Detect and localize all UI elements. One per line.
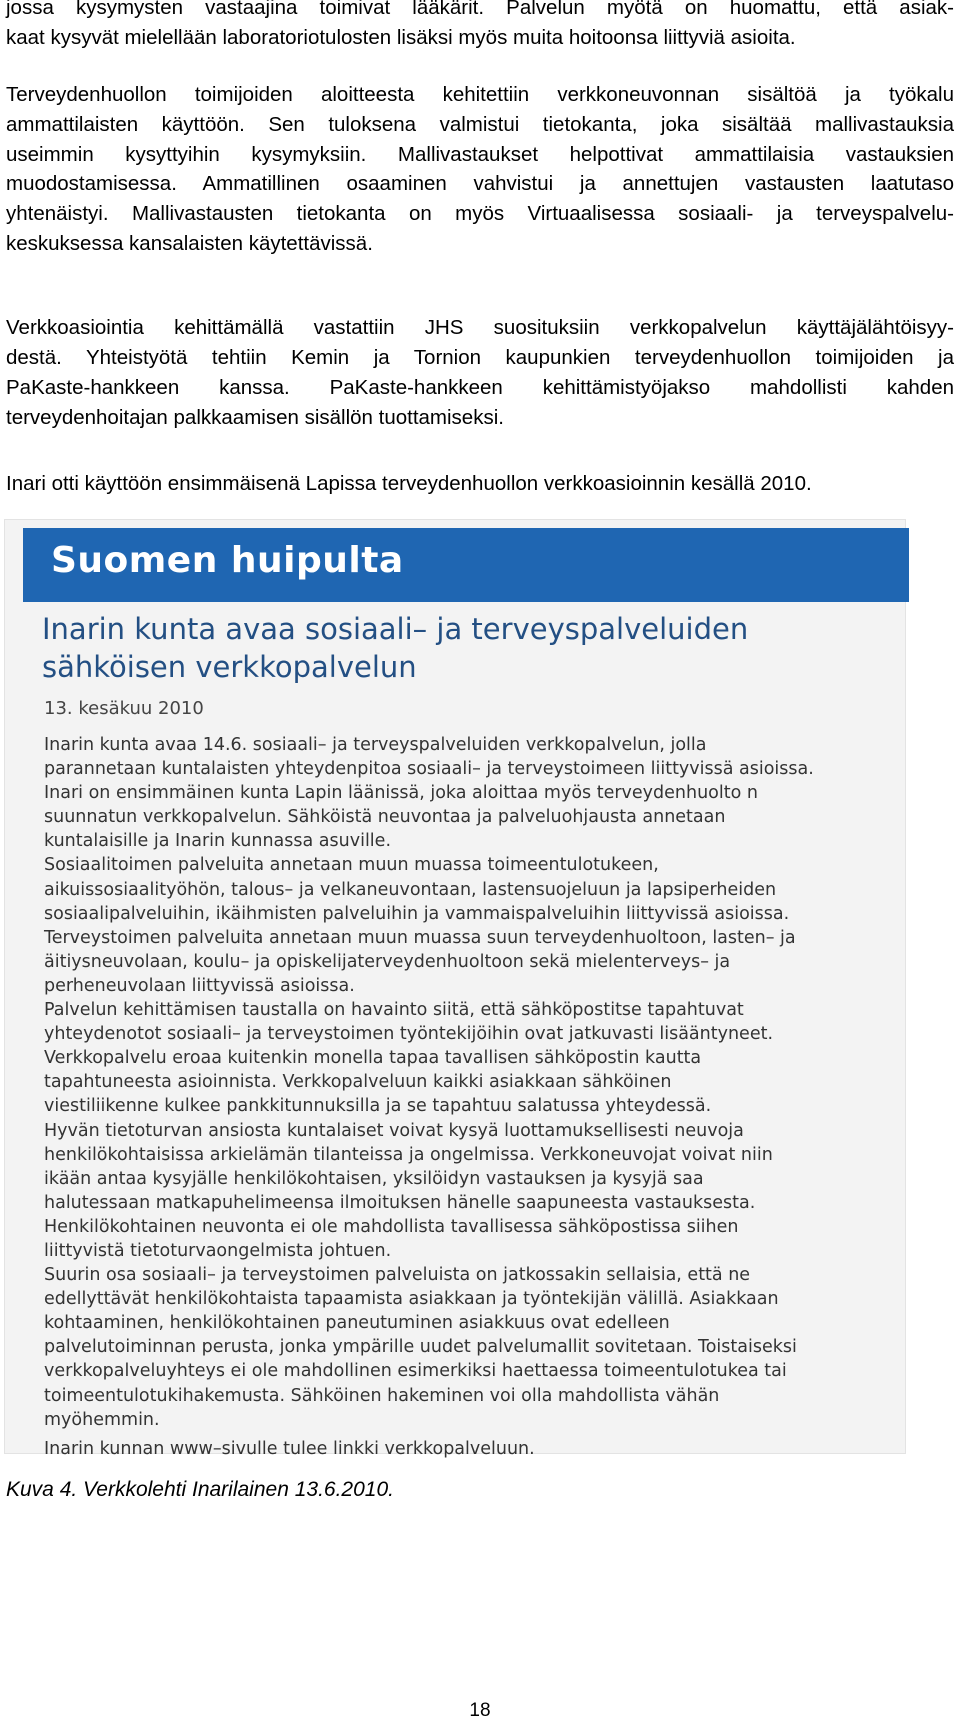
body-line: edellyttävät henkilökohtaista tapaamista asiakkaan ja työntekijän välillä. Asiakkaan bbox=[44, 1289, 779, 1310]
text-line: jossa kysymysten vastaajina toimivat lääkärit. Palvelun myötä on huomattu, että asiak- bbox=[6, 0, 954, 19]
body-line: sosiaalipalveluihin, ikäihmisten palveluihin ja vammaispalveluihin liittyvissä asioissa. bbox=[44, 903, 790, 924]
newspaper-screenshot bbox=[4, 519, 906, 1459]
text-line: keskuksessa kansalaisten käytettävissä. bbox=[6, 231, 373, 255]
paragraph-2 bbox=[6, 80, 954, 259]
paragraph-4: Inari otti käyttöön ensimmäisenä Lapissa terveydenhuollon verkkoasioinnin kesällä 2010. bbox=[6, 472, 812, 495]
body-line: Terveystoimen palveluita annetaan muun muassa suun terveydenhuoltoon, lasten– ja bbox=[44, 927, 796, 948]
body-line: Sosiaalitoimen palveluita annetaan muun muassa toimeentulotukeen, bbox=[44, 855, 659, 876]
article-date: 13. kesäkuu 2010 bbox=[44, 698, 204, 719]
body-line: Henkilökohtainen neuvonta ei ole mahdollista tavallisessa sähköpostissa siihen bbox=[44, 1216, 739, 1237]
body-line: henkilökohtaisissa arkielämän tilanteissa ja ongelmissa. Verkkoneuvojat voivat niin bbox=[44, 1144, 773, 1165]
text-line: muodostamisessa. Ammatillinen osaaminen vahvistui ja annettujen vastausten laatutaso bbox=[6, 172, 954, 196]
figure-caption: Kuva 4. Verkkolehti Inarilainen 13.6.2010. bbox=[6, 1478, 394, 1501]
text-line: destä. Yhteistyötä tehtiin Kemin ja Tornion kaupunkien terveydenhuollon toimijoiden ja bbox=[6, 346, 954, 369]
body-line: viestiliikenne kulkee pankkitunnuksilla ja se tapahtuu salatussa yhteydessä. bbox=[44, 1096, 712, 1117]
body-line: toimeentulotukihakemusta. Sähköinen hakeminen voi olla mahdollista vähän bbox=[44, 1385, 720, 1406]
body-line: Palvelun kehittämisen taustalla on havainto siitä, että sähköpostitse tapahtuvat bbox=[44, 1000, 744, 1021]
page-number: 18 bbox=[469, 1700, 491, 1721]
body-line: liittyvistä tietoturvaongelmista johtuen. bbox=[44, 1240, 392, 1261]
body-line: parannetaan kuntalaisten yhteydenpitoa sosiaali– ja terveystoimeen liittyvissä asioissa. bbox=[44, 759, 814, 780]
body-line: kuntalaisille ja Inarin kunnassa asuville. bbox=[44, 831, 392, 852]
body-line: yhteydenotot sosiaali– ja terveystoimen työntekijöihin ovat jatkuvasti lisääntyneet. bbox=[44, 1024, 774, 1045]
body-line: perheneuvolaan liittyvissä asioissa. bbox=[44, 975, 355, 996]
body-line: Verkkopalvelu eroaa kuitenkin monella tapaa tavallisen sähköpostin kautta bbox=[44, 1048, 702, 1069]
article-body bbox=[44, 733, 904, 1461]
body-line: Inarin kunnan www–sivulle tulee linkki verkkopalveluun. bbox=[44, 1438, 535, 1459]
body-line: tapahtuneesta asioinnista. Verkkopalveluun kaikki asiakkaan sähköinen bbox=[44, 1072, 672, 1093]
body-line: Suurin osa sosiaali– ja terveystoimen palveluista on jatkossakin sellaisia, että ne bbox=[44, 1265, 751, 1286]
body-line: halutessaan matkapuhelimeensa ilmoituksen hänelle saapuneesta vastauksesta. bbox=[44, 1192, 756, 1213]
body-line: aikuissosiaalityöhön, talous– ja velkaneuvontaan, lastensuojeluun ja lapsiperheiden bbox=[44, 879, 777, 900]
body-line: palvelutoiminnan perusta, jonka ympärille uudet palvelumallit sovitetaan. Toistaiseksi bbox=[44, 1337, 797, 1358]
site-banner: Suomen huipulta bbox=[23, 528, 909, 602]
text-line: Verkkoasiointia kehittämällä vastattiin JHS suosituksiin verkkopalvelun käyttäjälähtöisyy- bbox=[6, 316, 954, 339]
body-line: Hyvän tietoturvan ansiosta kuntalaiset voivat kysyä luottamuksellisesti neuvoja bbox=[44, 1120, 744, 1141]
body-line: ikään antaa kysyjälle henkilökohtaisen, yksilöidyn vastauksen ja kysyjä saa bbox=[44, 1168, 704, 1189]
text-line: ammattilaisten käyttöön. Sen tuloksena valmistui tietokanta, joka sisältää mallivastauksia bbox=[6, 112, 954, 136]
text-line: yhtenäistyi. Mallivastausten tietokanta on myös Virtuaalisessa sosiaali- ja terveyspalvelu- bbox=[6, 202, 954, 226]
body-line: myöhemmin. bbox=[44, 1409, 160, 1430]
body-line: verkkopalveluyhteys ei ole mahdollinen esimerkiksi haettaessa toimeentulotukea tai bbox=[44, 1361, 787, 1382]
body-line: kohtaaminen, henkilökohtainen paneutuminen asiakkuus ovat edelleen bbox=[44, 1313, 670, 1334]
headline-line: Inarin kunta avaa sosiaali– ja terveyspalveluiden bbox=[42, 612, 749, 646]
body-line: Inarin kunta avaa 14.6. sosiaali– ja terveyspalveluiden verkkopalvelun, jolla bbox=[44, 735, 707, 755]
text-line: terveydenhoitajan palkkaamisen sisällön tuottamiseksi. bbox=[6, 406, 504, 429]
text-line: PaKaste-hankkeen kanssa. PaKaste-hankkeen kehittämistyöjakso mahdollisti kahden bbox=[6, 376, 954, 399]
headline-line: sähköisen verkkopalvelun bbox=[42, 650, 417, 684]
text-line: useimmin kysyttyihin kysymyksiin. Mallivastaukset helpottivat ammattilaisia vastauksien bbox=[6, 142, 954, 166]
text-line: kaat kysyvät mielellään laboratoriotulosten lisäksi myös muita hoitoonsa liittyviä asioita. bbox=[6, 26, 796, 49]
text-line: Terveydenhuollon toimijoiden aloitteesta kehitettiin verkkoneuvonnan sisältöä ja työkalu bbox=[6, 83, 954, 106]
body-line: äitiysneuvolaan, koulu– ja opiskelijaterveydenhuoltoon sekä mielenterveys– ja bbox=[44, 951, 731, 972]
body-line: suunnatun verkkopalvelun. Sähköistä neuvontaa ja palveluohjausta annetaan bbox=[44, 807, 726, 828]
article-headline bbox=[42, 610, 902, 686]
paragraph-3 bbox=[6, 313, 954, 433]
body-line: Inari on ensimmäinen kunta Lapin läänissä, joka aloittaa myös terveydenhuolto n bbox=[44, 783, 758, 804]
paragraph-1 bbox=[6, 0, 954, 53]
